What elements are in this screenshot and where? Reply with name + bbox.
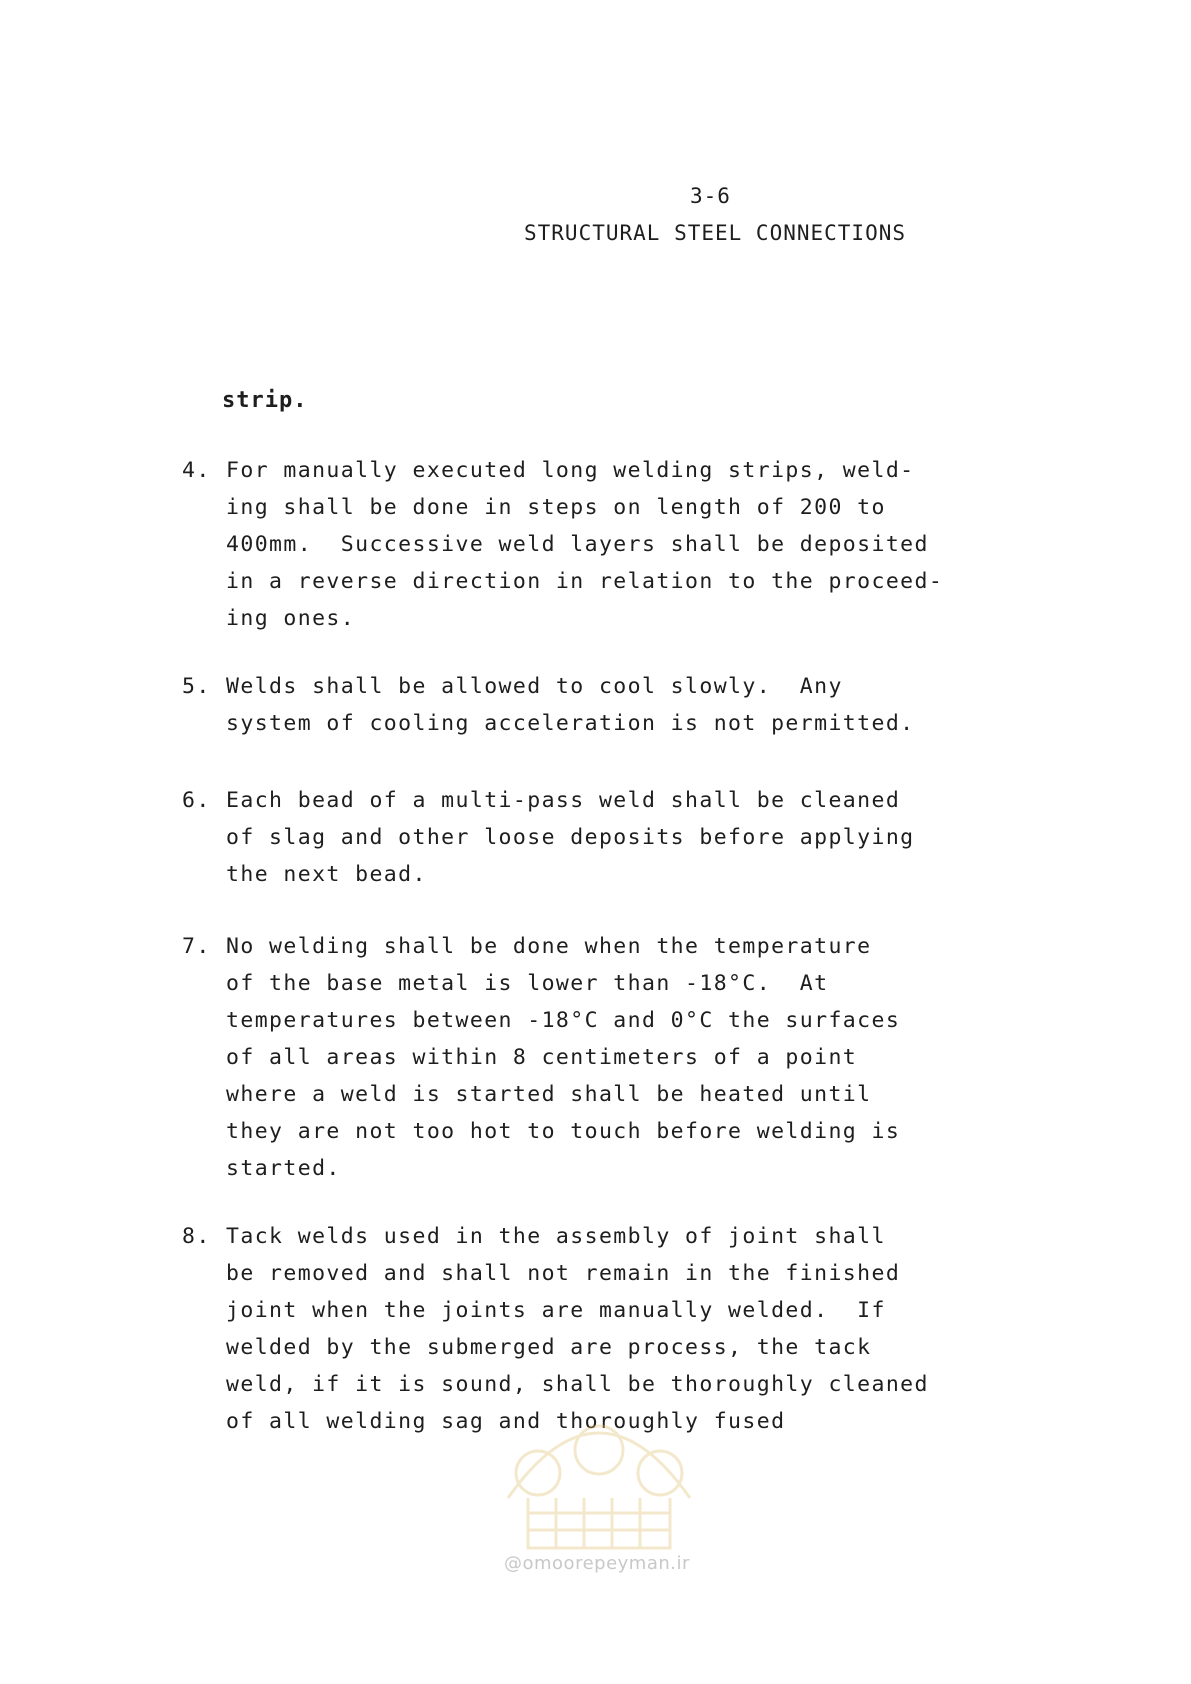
item-line: For manually executed long welding strips, weld-	[226, 458, 915, 483]
item-line: in a reverse direction in relation to the proceed-	[226, 569, 944, 594]
item-line: of all areas within 8 centimeters of a point	[226, 1045, 858, 1070]
item-line: of the base metal is lower than -18°C. At	[226, 971, 829, 996]
list-item	[182, 782, 1002, 893]
section-title: STRUCTURAL STEEL CONNECTIONS	[524, 221, 907, 245]
item-number: 6.	[182, 788, 211, 813]
seal-logo-icon	[488, 1388, 710, 1558]
item-number: 4.	[182, 458, 211, 483]
item-line: 400mm. Successive weld layers shall be deposited	[226, 532, 929, 557]
item-line: of slag and other loose deposits before applying	[226, 825, 915, 850]
list-item	[182, 668, 1002, 742]
item-line: they are not too hot to touch before welding is	[226, 1119, 901, 1144]
item-number: 8.	[182, 1224, 211, 1249]
item-line: weld, if it is sound, shall be thoroughly cleaned	[226, 1372, 929, 1397]
item-line: ing shall be done in steps on length of 200 to	[226, 495, 886, 520]
item-line: temperatures between -18°C and 0°C the surfaces	[226, 1008, 901, 1033]
page-number: 3-6	[690, 184, 731, 208]
item-line: be removed and shall not remain in the finished	[226, 1261, 901, 1286]
list-item	[182, 928, 1002, 1187]
item-line: Tack welds used in the assembly of joint shall	[226, 1224, 886, 1249]
item-number: 5.	[182, 674, 211, 699]
item-line: joint when the joints are manually welded. If	[226, 1298, 886, 1323]
list-item	[182, 452, 1002, 637]
item-line: welded by the submerged are process, the tack	[226, 1335, 872, 1360]
item-number: 7.	[182, 934, 211, 959]
item-line: Each bead of a multi-pass weld shall be cleaned	[226, 788, 901, 813]
item-line: Welds shall be allowed to cool slowly. Any	[226, 674, 843, 699]
item-line: of all welding sag and thoroughly fused	[226, 1409, 786, 1434]
continuation-text: strip.	[222, 388, 308, 413]
item-line: ing ones.	[226, 606, 356, 631]
item-line: No welding shall be done when the temperature	[226, 934, 872, 959]
item-line: where a weld is started shall be heated until	[226, 1082, 872, 1107]
item-line: started.	[226, 1156, 341, 1181]
item-line: the next bead.	[226, 862, 427, 887]
watermark-text: @omoorepeyman.ir	[504, 1553, 690, 1574]
item-line: system of cooling acceleration is not permitted.	[226, 711, 915, 736]
